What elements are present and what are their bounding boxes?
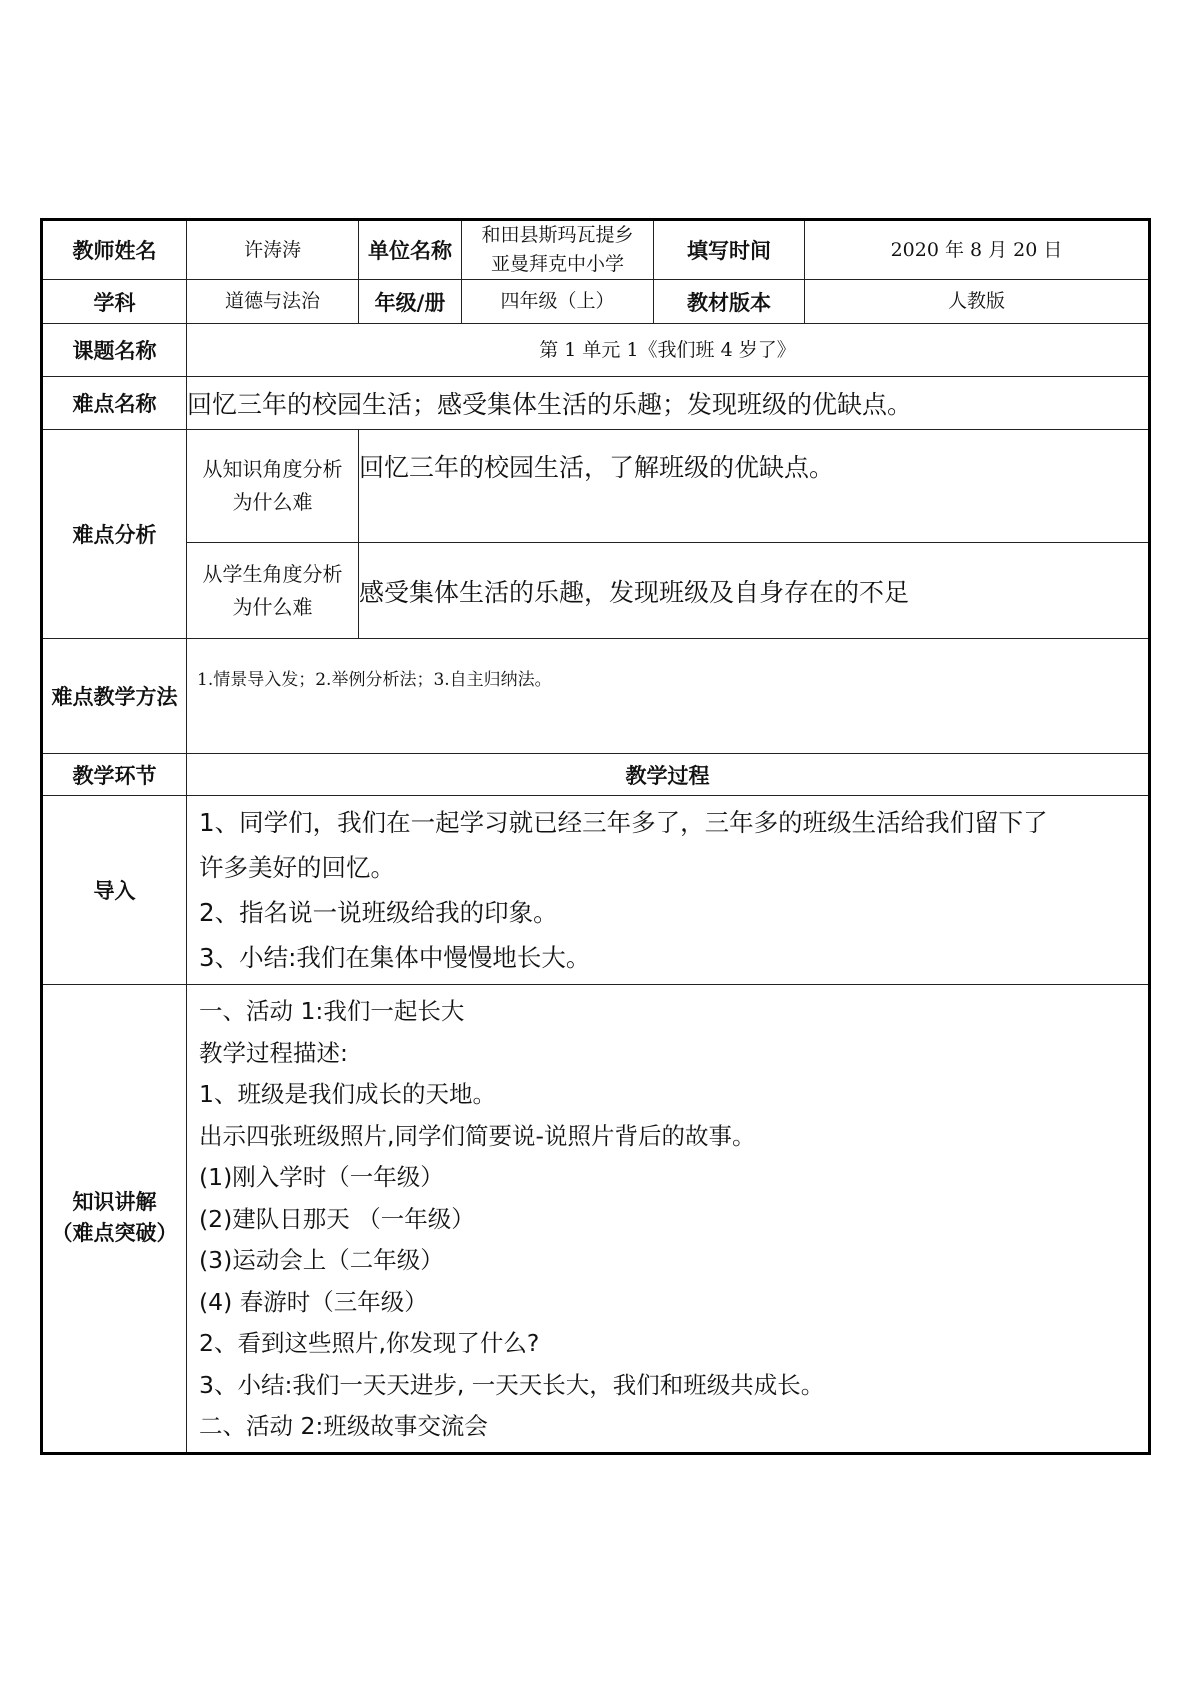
date-label: 填写时间 [654, 220, 805, 280]
subject-value: 道德与法治 [187, 280, 359, 324]
knowledge-line: (4) 春游时（三年级） [199, 1287, 428, 1316]
edition-label: 教材版本 [654, 280, 805, 324]
process-header-row [42, 754, 1150, 796]
student-angle-value: 感受集体生活的乐趣，发现班级及自身存在的不足 [359, 543, 1150, 639]
knowledge-line: 一、活动 1:我们一起长大 [199, 997, 465, 1025]
intro-line: 2、指名说一说班级给我的印象。 [199, 898, 558, 927]
method-value: 1.情景导入发；2.举例分析法；3.自主归纳法。 [187, 639, 1150, 754]
knowledge-label-line-1: 知识讲解 [72, 1190, 157, 1215]
knowledge-line: (1)刚入学时（一年级） [199, 1163, 444, 1191]
method-row [42, 639, 1150, 754]
topic-value: 第 1 单元 1《我们班 4 岁了》 [187, 324, 1150, 377]
knowledge-content [187, 985, 1150, 1454]
knowledge-angle-value: 回忆三年的校园生活，了解班级的优缺点。 [359, 430, 1150, 543]
knowledge-line: (2)建队日那天 （一年级） [199, 1204, 475, 1233]
unit-value-line-1: 和田县斯玛瓦提乡 [481, 224, 634, 246]
intro-line: 许多美好的回忆。 [199, 853, 395, 882]
header-row-2 [42, 280, 1150, 324]
stage-header: 教学环节 [42, 754, 187, 796]
knowledge-angle-label-line-2: 为什么难 [232, 490, 313, 514]
knowledge-angle-label [187, 430, 359, 543]
process-header: 教学过程 [187, 754, 1150, 796]
edition-value: 人教版 [805, 280, 1150, 324]
topic-label: 课题名称 [42, 324, 187, 377]
analysis-label: 难点分析 [42, 430, 187, 639]
knowledge-line: 2、看到这些照片,你发现了什么? [199, 1329, 540, 1357]
intro-line: 1、同学们，我们在一起学习就已经三年多了，三年多的班级生活给我们留下了 [199, 808, 1048, 837]
unit-value-line-2: 亚曼拜克中小学 [490, 253, 624, 275]
student-angle-label-line-1: 从学生角度分析 [202, 561, 343, 586]
student-angle-label [187, 543, 359, 639]
intro-line: 3、小结:我们在集体中慢慢地长大。 [199, 943, 591, 972]
teacher-name-value: 许涛涛 [187, 220, 359, 280]
unit-label: 单位名称 [359, 220, 462, 280]
intro-content [187, 796, 1150, 985]
knowledge-line: 二、活动 2:班级故事交流会 [199, 1412, 488, 1440]
intro-row [42, 796, 1150, 985]
teacher-name-label: 教师姓名 [42, 220, 187, 280]
grade-value: 四年级（上） [462, 280, 654, 324]
knowledge-angle-label-line-1: 从知识角度分析 [202, 457, 343, 481]
header-row-1 [42, 220, 1150, 280]
intro-label: 导入 [42, 796, 187, 985]
date-value: 2020 年 8 月 20 日 [805, 220, 1150, 280]
knowledge-line: 3、小结:我们一天天进步, 一天天长大，我们和班级共成长。 [199, 1370, 825, 1399]
subject-label: 学科 [42, 280, 187, 324]
knowledge-label-line-2: （难点突破） [51, 1221, 178, 1246]
topic-row [42, 324, 1150, 377]
knowledge-line: (3)运动会上（二年级） [199, 1246, 444, 1274]
knowledge-line: 出示四张班级照片,同学们简要说-说照片背后的故事。 [199, 1121, 756, 1150]
knowledge-line: 1、班级是我们成长的天地。 [199, 1080, 496, 1108]
unit-value [462, 220, 654, 280]
difficulty-row [42, 377, 1150, 430]
knowledge-row [42, 985, 1150, 1454]
knowledge-label [42, 985, 187, 1454]
difficulty-label: 难点名称 [42, 377, 187, 430]
difficulty-value: 回忆三年的校园生活；感受集体生活的乐趣；发现班级的优缺点。 [187, 377, 1150, 430]
method-label: 难点教学方法 [42, 639, 187, 754]
analysis-knowledge-row [42, 430, 1150, 543]
grade-label: 年级/册 [359, 280, 462, 324]
knowledge-line: 教学过程描述: [199, 1038, 348, 1067]
analysis-student-row [42, 543, 1150, 639]
lesson-plan-table [40, 218, 1151, 1455]
student-angle-label-line-2: 为什么难 [232, 594, 313, 619]
